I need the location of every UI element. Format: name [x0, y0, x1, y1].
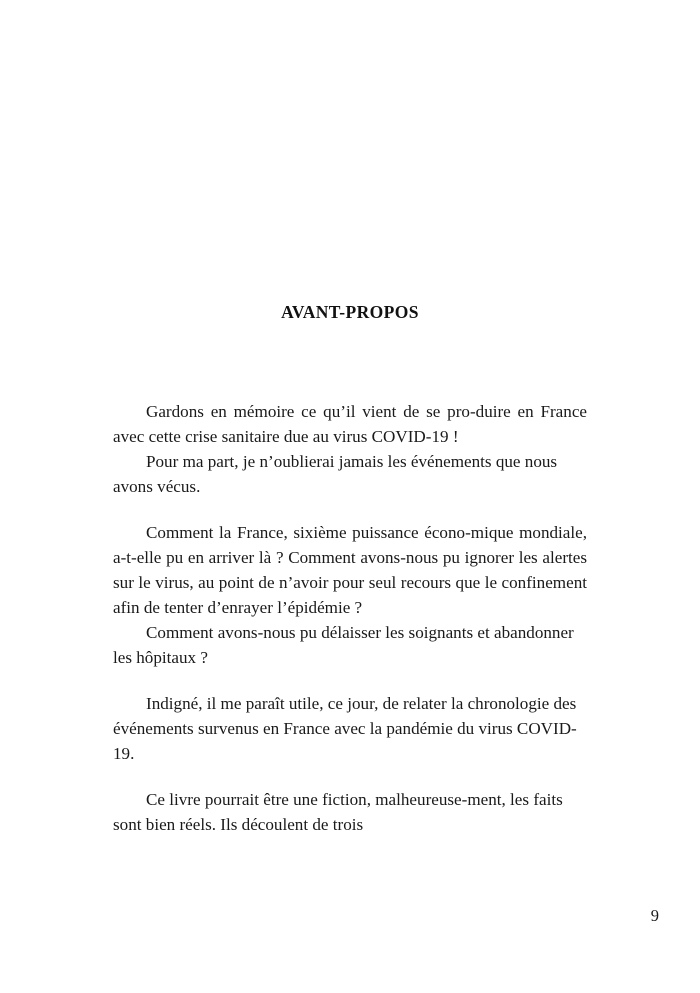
paragraph-group — [113, 520, 587, 670]
paragraph: Pour ma part, je n’oublierai jamais les événements que nous avons vécus. — [113, 452, 558, 496]
paragraph: Indigné, il me paraît utile, ce jour, de relater la chronologie des événements survenus en France avec la pandémie du virus COVID-19. — [113, 694, 577, 763]
body-text — [113, 399, 587, 837]
page-number: 9 — [650, 906, 659, 925]
paragraph: Comment avons-nous pu délaisser les soignants et abandonner les hôpitaux ? — [113, 623, 574, 667]
paragraph-group — [113, 787, 587, 837]
paragraph: Gardons en mémoire ce qu’il vient de se pro-duire en France avec cette crise sanitaire due au virus COVID-19 ! — [113, 402, 587, 446]
paragraph: Comment la France, sixième puissance écono-mique mondiale, a-t-elle pu en arriver là ? Comment avons-nous pu ignorer les alertes sur le virus, au point de n’avoir pour seul recours que le confinement afin de tenter d’enrayer l’épidémie ? — [113, 523, 587, 617]
paragraph: Ce livre pourrait être une fiction, malheureuse-ment, les faits sont bien réels. Ils découlent de trois — [113, 790, 563, 834]
paragraph-group — [113, 691, 587, 766]
paragraph-group — [113, 399, 587, 499]
page-title: AVANT-PROPOS — [281, 302, 419, 322]
